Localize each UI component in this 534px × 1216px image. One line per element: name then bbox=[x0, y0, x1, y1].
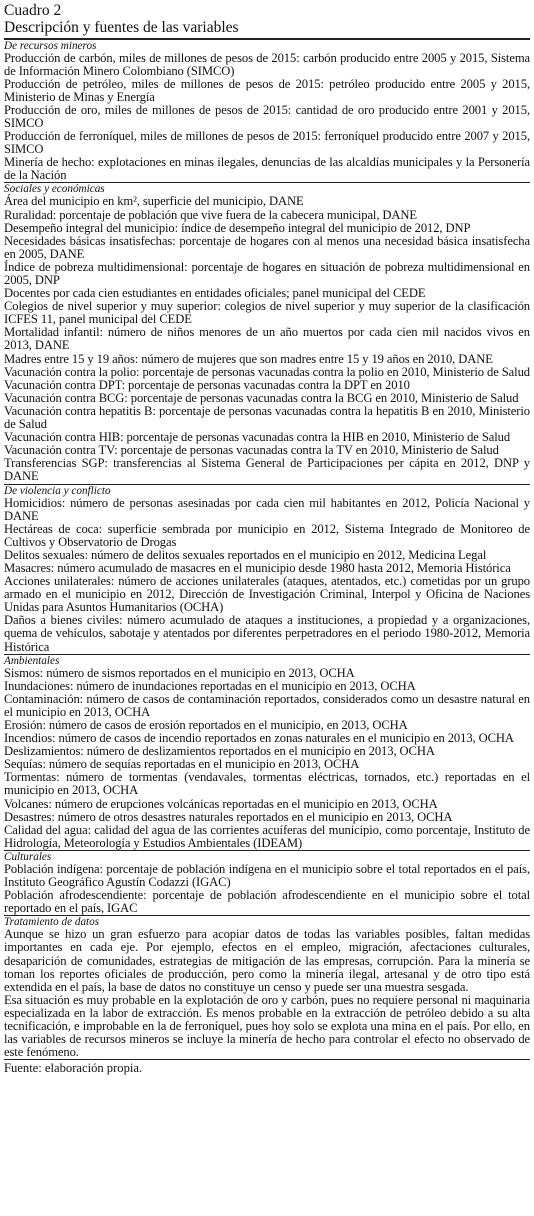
section-culturales bbox=[4, 850, 530, 915]
section-heading: Ambientales bbox=[4, 654, 60, 667]
variable-description: Sequías: número de sequías reportadas en el municipio en 2013, OCHA bbox=[4, 757, 360, 772]
variable-description: Incendios: número de casos de incendio reportados en zonas naturales en el municipio en 2013, OCHA bbox=[4, 731, 514, 746]
variable-description: Minería de hecho: explotaciones en minas ilegales, denuncias de las alcaldías municipales y la Personería de la Nación bbox=[4, 155, 530, 183]
variable-description: Calidad del agua: calidad del agua de las corrientes acuíferas del municipio, como porcentaje, Instituto de Hidrología, Meteorología y Estudios Ambientales (IDEAM) bbox=[4, 822, 530, 850]
variable-description: Mortalidad infantil: número de niños menores de un año muertos por cada cien mil nacidos vivos en 2013, DANE bbox=[4, 325, 530, 353]
variable-description: Ruralidad: porcentaje de población que vive fuera de la cabecera municipal, DANE bbox=[4, 207, 418, 222]
section-ambientales bbox=[4, 654, 530, 850]
section-de-violencia-y-conflicto bbox=[4, 484, 530, 654]
variable-description: Acciones unilaterales: número de acciones unilaterales (ataques, atentados, etc.) cometidas por un grupo armado en el municipio en 2012, Dirección de Investigación Criminal, Interpol y Oficina de Naciones Unidas para Asuntos Humanitarios (OCHA) bbox=[4, 574, 530, 615]
variable-description: Área del municipio en km², superficie del municipio, DANE bbox=[4, 194, 304, 209]
section-sociales-y-económicas bbox=[4, 182, 530, 483]
variable-description: Desempeño integral del municipio: índice de desempeño integral del municipio de 2012, DNP bbox=[4, 220, 471, 235]
variable-description: Necesidades básicas insatisfechas: porcentaje de hogares con al menos una necesidad básica insatisfecha en 2005, DANE bbox=[4, 233, 530, 261]
variable-description: Erosión: número de casos de erosión reportados en el municipio, en 2013, OCHA bbox=[4, 718, 408, 732]
variable-description: Vacunación contra HIB: porcentaje de personas vacunadas contra la HIB en 2010, Ministerio de Salud bbox=[4, 430, 511, 445]
variable-description: Desastres: número de otros desastres naturales reportados en el municipio en 2013, OCHA bbox=[4, 809, 453, 824]
table-number: Cuadro 2 bbox=[4, 2, 62, 19]
variable-description: Deslizamientos: número de deslizamientos reportados en el municipio en 2013, OCHA bbox=[4, 744, 435, 759]
variable-description: Índice de pobreza multidimensional: porcentaje de hogares en situación de pobreza multidimensional en 2005, DNP bbox=[4, 259, 530, 287]
variable-description: Madres entre 15 y 19 años: número de mujeres que son madres entre 15 y 19 años en 2010, DANE bbox=[4, 351, 493, 366]
section-heading: Culturales bbox=[4, 850, 52, 863]
variable-description: Vacunación contra la polio: porcentaje de personas vacunadas contra la polio en 2010, Ministerio de Salud bbox=[4, 364, 530, 379]
section-heading: Sociales y económicas bbox=[4, 183, 105, 196]
variable-description: Esa situación es muy probable en la explotación de oro y carbón, pues no requiere personal ni maquinaria especializada en la labor de extracción. Es menos probable en la extracción de petróleo debido a su alta tecnificación, e improbable en la de ferroníquel, pues hoy solo se explota una mina en el país. Por ello, en las variables de recursos mineros se incluye la minería de hecho para controlar el efecto no observado de este fenómeno. bbox=[4, 992, 530, 1060]
table-body bbox=[4, 40, 530, 1060]
variable-description: Inundaciones: número de inundaciones reportadas en el municipio en 2013, OCHA bbox=[4, 678, 416, 693]
variable-description: Docentes por cada cien estudiantes en entidades oficiales; panel municipal del CEDE bbox=[4, 286, 426, 301]
variable-description: Volcanes: número de erupciones volcánicas reportadas en el municipio en 2013, OCHA bbox=[4, 796, 438, 811]
variable-description: Aunque se hizo un gran esfuerzo para acopiar datos de todas las variables posibles, faltan medidas importantes en cada eje. Por ejemplo, efectos en el empleo, migración, afectaciones culturales, desaparición de comunidades, estrategias de mitigación de las empresas, corrupción. Para la minería se toman los reportes oficiales de producción, pero como la minería ilegal, artesanal y de otro tipo está extendida en el país, la base de datos no constituye un censo y puede ser una muestra sesgada. bbox=[4, 927, 530, 994]
variable-description: Daños a bienes civiles: número acumulado de ataques a instituciones, a propiedad y a organizaciones, quema de vehículos, sabotaje y atentados por diferentes perpetradores en el periodo 1980-2012, Memoria Histórica bbox=[4, 613, 530, 654]
variable-description: Contaminación: número de casos de contaminación reportados, considerados como un desastre natural en el municipio en 2013, OCHA bbox=[4, 691, 530, 719]
section-tratamiento-de-datos bbox=[4, 915, 530, 1059]
variable-description: Delitos sexuales: número de delitos sexuales reportados en el municipio en 2012, Medicina Legal bbox=[4, 547, 487, 562]
variable-description: Sismos: número de sismos reportados en el municipio en 2013, OCHA bbox=[4, 665, 355, 680]
section-de-recursos-mineros bbox=[4, 40, 530, 183]
variable-description: Masacres: número acumulado de masacres en el municipio desde 1980 hasta 2012, Memoria Histórica bbox=[4, 560, 511, 575]
variable-description: Homicidios: número de personas asesinadas por cada cien mil habitantes en 2012, Policía Nacional y DANE bbox=[4, 495, 530, 523]
variable-description: Producción de carbón, miles de millones de pesos de 2015: carbón producido entre 2005 y 2015, Sistema de Información Minero Colombiano (SIMCO) bbox=[4, 50, 530, 78]
variable-description: Vacunación contra hepatitis B: porcentaje de personas vacunadas contra la hepatitis B en 2010, Ministerio de Salud bbox=[4, 403, 530, 432]
variable-description: Producción de ferroníquel, miles de millones de pesos de 2015: ferroníquel producido entre 2007 y 2015, SIMCO bbox=[4, 129, 530, 157]
variable-description: Vacunación contra BCG: porcentaje de personas vacunadas contra la BCG en 2010, Ministerio de Salud bbox=[4, 390, 519, 405]
table-title: Descripción y fuentes de las variables bbox=[4, 19, 239, 36]
variable-description: Tormentas: número de tormentas (vendavales, tormentas eléctricas, tornados, etc.) reportadas en el municipio en 2013, OCHA bbox=[4, 770, 530, 798]
variable-description: Población afrodescendiente: porcentaje de población afrodescendiente en el municipio sobre el total reportado en el país, IGAC bbox=[4, 888, 530, 916]
variable-description: Vacunación contra TV: porcentaje de personas vacunadas contra la TV en 2010, Ministerio de Salud bbox=[4, 443, 499, 458]
section-heading: De recursos mineros bbox=[4, 39, 97, 52]
variable-description: Vacunación contra DPT: porcentaje de personas vacunadas contra la DPT en 2010 bbox=[4, 377, 410, 392]
variable-description: Producción de petróleo, miles de millones de pesos de 2015: petróleo producido entre 2005 y 2015, Ministerio de Minas y Energía bbox=[4, 76, 530, 104]
section-heading: De violencia y conflicto bbox=[4, 484, 111, 497]
variable-description: Población indígena: porcentaje de población indígena en el municipio sobre el total reportados en el país, Instituto Geográfico Agustín Codazzi (IGAC) bbox=[4, 861, 530, 890]
variable-description: Hectáreas de coca: superficie sembrada por municipio en 2012, Sistema Integrado de Monitoreo de Cultivos y Observatorio de Drogas bbox=[4, 521, 530, 549]
variable-description: Transferencias SGP: transferencias al Sistema General de Participaciones per cápita en 2012, DNP y DANE bbox=[4, 456, 530, 484]
source-note: Fuente: elaboración propia. bbox=[4, 1061, 143, 1076]
variable-description: Producción de oro, miles de millones de pesos de 2015: cantidad de oro producido entre 2001 y 2015, SIMCO bbox=[4, 102, 530, 130]
variable-description: Colegios de nivel superior y muy superior: colegios de nivel superior y muy superior de la clasificación ICFES 11, panel municipal del CEDE bbox=[4, 299, 530, 327]
section-heading: Tratamiento de datos bbox=[4, 916, 100, 929]
